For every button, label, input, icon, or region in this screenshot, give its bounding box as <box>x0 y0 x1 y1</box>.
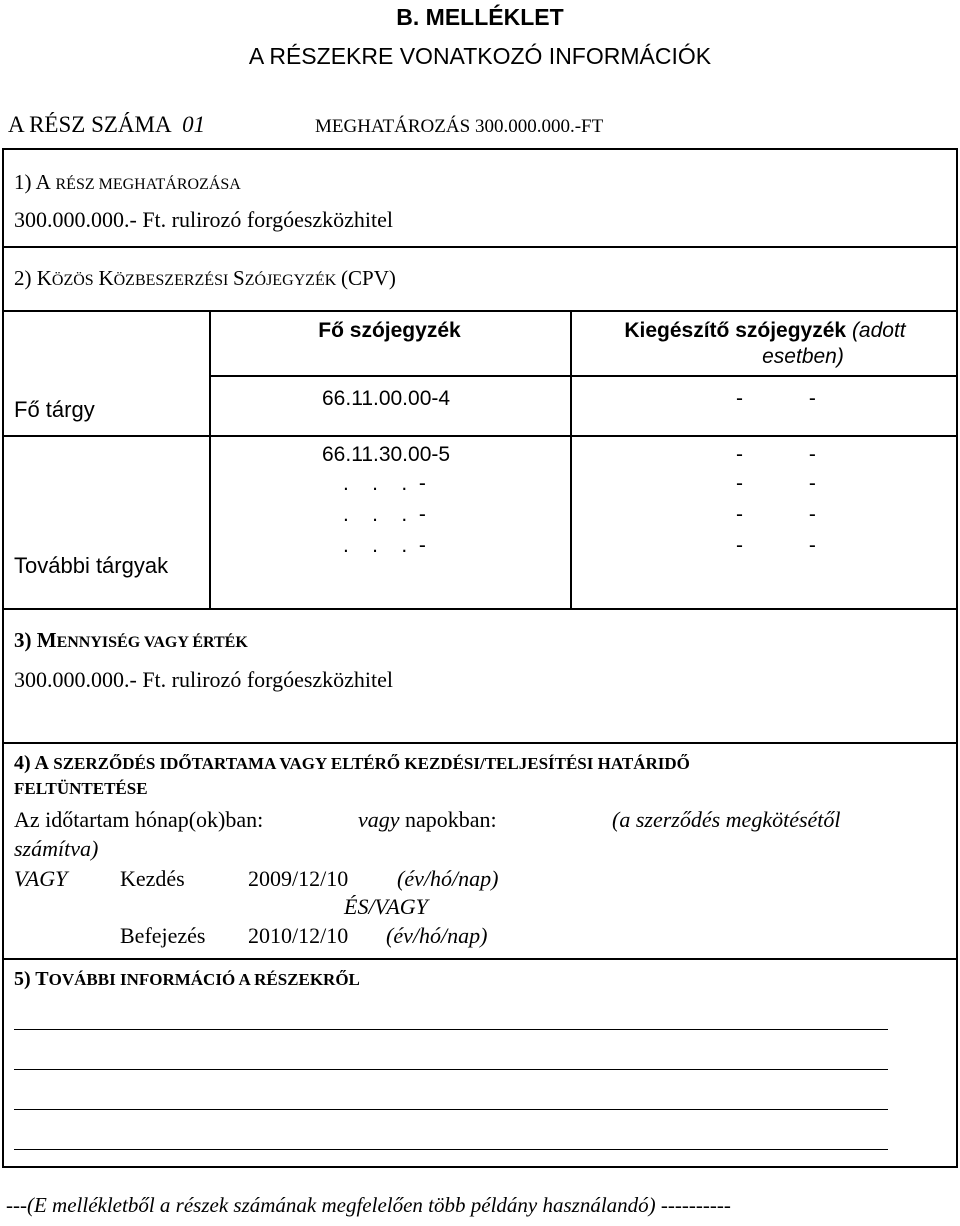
part-number-label: RÉSZ SZÁMA <box>29 112 171 137</box>
cpv-more-supp-3: - - <box>736 503 816 526</box>
cpv-main-subject-label: Fő tárgy <box>14 397 95 422</box>
section1-title-rest: RÉSZ MEGHATÁROZÁSA <box>55 176 241 193</box>
section3-title <box>14 628 248 653</box>
cpv-main-code: 66.11.00.00-4 <box>322 387 451 410</box>
annex-title: B. MELLÉKLET <box>396 4 564 30</box>
start-label: Kezdés <box>120 866 185 891</box>
cpv-main-supp-dashes: - - <box>736 387 816 410</box>
footer-note: ---(E mellékletből a részek számának megfelelően több példány használandó) ---------- <box>6 1193 731 1217</box>
end-label: Befejezés <box>120 923 206 948</box>
cpv-supp-header-bold: Kiegészítő szójegyzék <box>624 319 847 342</box>
divider <box>2 310 958 312</box>
duration-days-label <box>358 807 497 833</box>
section2-title-k: K <box>98 266 114 290</box>
duration-months-label: Az időtartam hónap(ok)ban: <box>14 807 264 832</box>
cpv-supp-header-italic-2: esetben) <box>762 345 844 368</box>
section2-title-c: ZÓJEGYZÉK <box>244 272 337 289</box>
end-date-format: (év/hó/nap) <box>386 923 488 948</box>
section2-title-d: (CPV) <box>341 266 396 290</box>
cpv-more-code-4: . . . - <box>343 534 426 557</box>
section2-title-b: ÖZBESZERZÉSI <box>113 272 229 289</box>
section3-title-rest: ENNYISÉG VAGY ÉRTÉK <box>56 634 248 651</box>
section1-title <box>14 170 241 195</box>
divider <box>2 246 958 248</box>
duration-from-contract: (a szerződés megkötésétől <box>612 807 841 832</box>
section2-title-num: 2) K <box>14 266 52 290</box>
section5-title <box>14 968 360 991</box>
part-number-value: 01 <box>182 112 206 137</box>
part-def-label: MEGHATÁROZÁS <box>315 116 471 137</box>
section1-text: 300.000.000.- Ft. rulirozó forgóeszközhitel <box>14 207 394 232</box>
section4-title-rest: SZERZŐDÉS IDŐTARTAMA VAGY ELTÉRŐ KEZDÉSI/TELJESÍTÉSI HATÁRIDŐ <box>53 754 690 773</box>
answer-line[interactable] <box>14 1069 888 1070</box>
divider <box>2 958 958 960</box>
answer-line[interactable] <box>14 1109 888 1110</box>
start-date: 2009/12/10 <box>248 866 349 891</box>
cpv-more-supp-1: - - <box>736 443 816 466</box>
part-number-label-a: A <box>8 112 24 137</box>
section4-title-line2: FELTÜNTETÉSE <box>14 779 148 798</box>
cpv-more-code-1: 66.11.30.00-5 <box>322 443 451 466</box>
section3-text: 300.000.000.- Ft. rulirozó forgóeszközhitel <box>14 667 394 692</box>
cpv-table-hline <box>209 375 958 377</box>
section1-title-num: 1) A <box>14 170 51 194</box>
and-or-label: ÉS/VAGY <box>344 894 428 919</box>
part-def-unit: FT <box>581 116 604 137</box>
divider <box>2 608 958 610</box>
end-date: 2010/12/10 <box>248 923 349 948</box>
cpv-more-supp-2: - - <box>736 472 816 495</box>
section2-title <box>14 266 396 291</box>
section4-title-num: 4) A <box>14 752 49 774</box>
divider <box>2 742 958 744</box>
cpv-more-code-3: . . . - <box>343 503 426 526</box>
part-definition-line <box>315 116 603 138</box>
or-label: VAGY <box>14 866 68 891</box>
duration-or-word: vagy <box>358 807 400 832</box>
section2-title-s: S <box>233 266 245 290</box>
section3-title-num: 3) M <box>14 628 57 652</box>
form-box <box>2 148 958 1168</box>
cpv-main-header: Fő szójegyzék <box>318 319 461 342</box>
annex-subtitle: A RÉSZEKRE VONATKOZÓ INFORMÁCIÓK <box>248 43 712 69</box>
section4-title <box>14 752 690 775</box>
answer-line[interactable] <box>14 1149 888 1150</box>
cpv-supp-header-italic: (adott <box>851 319 906 342</box>
duration-counted: számítva) <box>14 836 99 861</box>
cpv-table-vline <box>209 310 211 608</box>
cpv-more-supp-4: - - <box>736 534 816 557</box>
cpv-supp-header <box>572 319 958 343</box>
section2-title-a: ÖZÖS <box>51 272 94 289</box>
section5-title-num: 5) T <box>14 968 49 990</box>
cpv-table-hline <box>2 435 958 437</box>
duration-days-text: napokban: <box>405 807 497 832</box>
section5-title-rest: OVÁBBI INFORMÁCIÓ A RÉSZEKRŐL <box>48 970 360 989</box>
part-def-value: 300.000.000.- <box>474 116 582 137</box>
part-number-line <box>8 112 205 138</box>
answer-line[interactable] <box>14 1029 888 1030</box>
start-date-format: (év/hó/nap) <box>397 866 499 891</box>
cpv-more-code-2: . . . - <box>343 472 426 495</box>
cpv-more-subjects-label: További tárgyak <box>14 553 169 578</box>
